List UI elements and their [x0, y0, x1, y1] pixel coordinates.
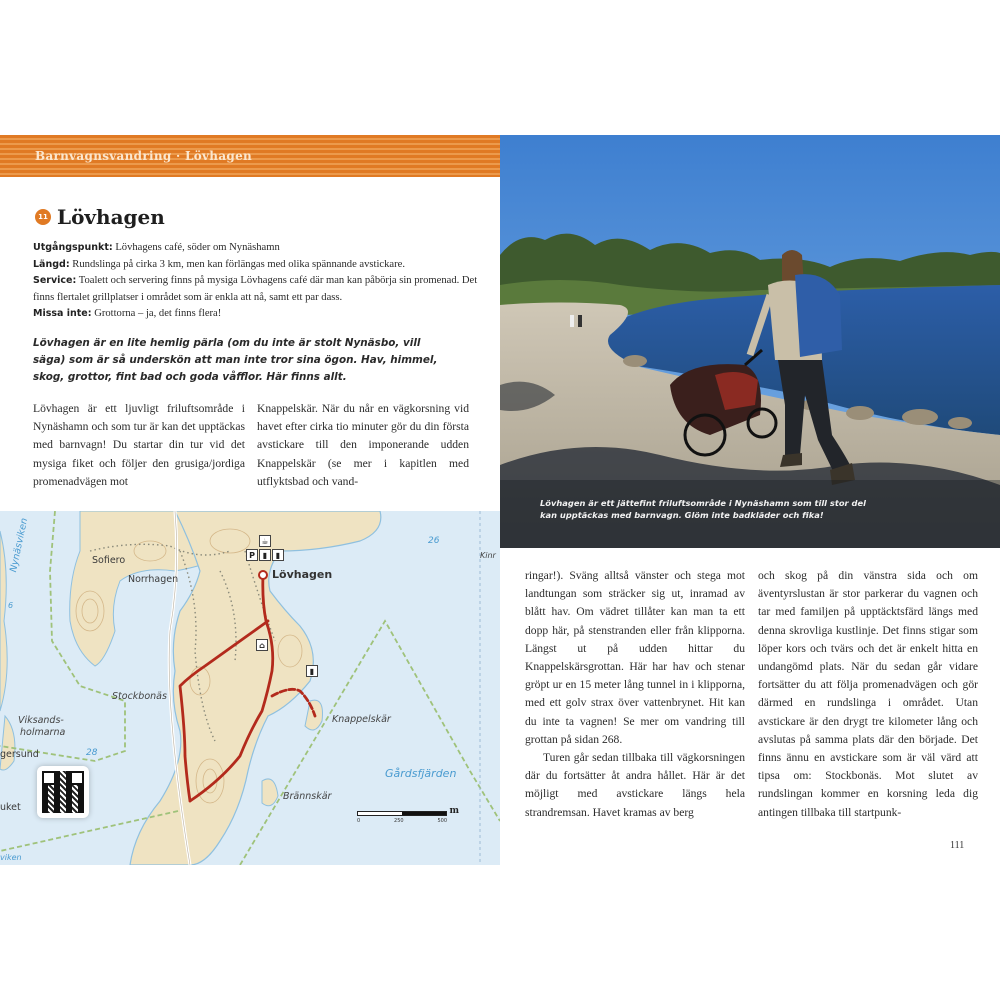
right-page	[500, 135, 1000, 865]
scale-bar-graphic	[357, 811, 447, 816]
map-label-norrhagen: Norrhagen	[128, 574, 179, 585]
fact-length	[33, 257, 493, 274]
body-text: Turen går sedan tillbaka till vägkorsningen där du fortsätter åt andra hållet. Här är det möjligt med avstickare längs hela strandremsan. Havet kramas av berg	[525, 751, 745, 819]
route-map	[0, 511, 500, 865]
fact-value: Lövhagens café, söder om Nynäshamn	[112, 242, 280, 253]
map-scale-bar	[357, 806, 459, 824]
page-title	[35, 205, 165, 229]
map-label-gardsfjarden: Gårdsfjärden	[385, 767, 457, 780]
route-number-badge: 11	[35, 209, 51, 225]
fact-value: Rundslinga på cirka 3 km, men kan förlängas med olika spännande avstickare.	[69, 258, 406, 270]
scale-unit: m	[449, 806, 459, 816]
tower-icon: ▮	[272, 549, 284, 561]
body-text: och skog på din vänstra sida och om äventyrslustan är stor parkerar du vagnen och tar med familjen på upptäcktsfärd längs med denna skrovliga kustlinje. Det finns stigar som löper kors och tvärs och det är enkelt hitta en undangömd plats. När du sedan går vidare fortsätter du att följa promenadvägen och gör därmed en rundslinga i området. Utan avstickare är den drygt tre kilometer lång och avslutas på samma plats där den började. Det finns ännu en avstickare som är väl värd att tipsa om: Stockbonäs. Mot slutet av rundslingan kommer en korsning leda dig antingen tillbaka till startpunk-	[758, 569, 978, 819]
map-label-stockbonas: Stockbonäs	[112, 691, 167, 702]
left-page	[0, 135, 500, 865]
fact-start-point	[33, 240, 493, 257]
map-label-kinr: Kinr	[480, 551, 496, 560]
fact-dont-miss	[33, 306, 493, 323]
body-text: ringar!). Sväng alltså vänster och stega mot landtungan som sträcker sig ut, inramad av blått hav. Om vädret tillåter kan man ta ett dopp här, på stenstranden eller från klipporna. Längst ut på udden hittar du Knappelskärsgrottan. Här har hav och stenar gröpt ur en 15 meter lång tunnel in i klipporna, med ett golv strax över vattenbrynet. Hit kan du inte ta vagnen! Se mer om vandring till grottan på sidan 268.	[525, 569, 745, 746]
body-text: Knappelskär. När du når en vägkorsning vid havet efter cirka tio minuter gör du din första avstickare till den imponerande udden Knappelskär (se mer i kapitlen med utflyktsbad och vand-	[257, 402, 469, 488]
book-spread	[0, 135, 1000, 865]
chapter-header-band	[0, 135, 500, 177]
photo-graphic	[500, 135, 1000, 548]
route-facts	[33, 240, 493, 323]
fact-label: Service:	[33, 275, 77, 286]
lead-paragraph: Lövhagen är en lite hemlig pärla (om du inte är stolt Nynäsbo, vill säga) som är så underskön att man inte tror sina ögon. Hav, himmel, skog, grottor, fint bad och goda våfflor. Här finns allt.	[33, 337, 438, 383]
fact-label: Längd:	[33, 258, 70, 270]
map-label-depth: 28	[86, 748, 98, 758]
map-label-uket: uket	[0, 802, 21, 813]
parking-icon: P	[246, 549, 258, 561]
scale-tick: 250	[394, 818, 404, 824]
scale-tick: 0	[357, 818, 361, 824]
map-label-depth: 6	[8, 601, 14, 610]
fact-service	[33, 273, 493, 306]
fact-label: Missa inte:	[33, 308, 92, 319]
map-label-sofiero: Sofiero	[92, 555, 126, 566]
body-column-4	[758, 567, 978, 822]
body-column-1	[33, 400, 245, 491]
scale-ticks	[357, 818, 447, 824]
hiker-photo	[500, 135, 1000, 548]
map-label-knappelskar: Knappelskär	[332, 714, 391, 725]
map-label-gersund: gersund	[0, 749, 39, 760]
chapter-header-label: Barnvagnsvandring · Lövhagen	[35, 149, 253, 163]
scale-tick: 500	[437, 818, 447, 824]
fact-value: Grottorna – ja, det finns flera!	[91, 308, 222, 319]
body-column-2	[257, 400, 469, 491]
map-label-nynasviken: Nynäsviken	[8, 517, 31, 574]
page-number: 111	[950, 840, 965, 851]
map-label-viken: viken	[0, 853, 22, 862]
body-text: Lövhagen är ett ljuvligt friluftsområde i Nynäshamn och som tur är kan det upptäckas med barnvagn! Du startar din tur vid det mysiga fiket och följer den grusiga/jordiga promenadvägen mot	[33, 402, 245, 488]
qr-code-pattern	[42, 771, 84, 813]
map-label-brannskar: Brännskär	[283, 791, 332, 802]
map-label-depth: 26	[428, 536, 440, 546]
fact-value: Toalett och servering finns på mysiga Lövhagens café där man kan påbörja sin promenad. Det finns flertalet grillplatser i området som är enkla att nå, samt ett par dass.	[33, 275, 478, 303]
route-title: Lövhagen	[57, 205, 165, 229]
cafe-icon: ☕	[259, 535, 271, 547]
photo-caption: Lövhagen är ett jättefint friluftsområde i Nynäshamn som till stor del kan upptäckas med barnvagn. Glöm inte badkläder och fika!	[540, 498, 866, 520]
shelter-icon: ⌂	[256, 639, 268, 651]
body-column-3	[525, 567, 745, 822]
toilet-icon: ▮	[259, 549, 271, 561]
tower-icon: ▮	[306, 665, 318, 677]
map-label-lovhagen: Lövhagen	[272, 568, 333, 581]
map-label-viksandsholmarna: Viksands-	[18, 715, 64, 726]
fact-label: Utgångspunkt:	[33, 242, 113, 253]
qr-code[interactable]	[37, 766, 89, 818]
map-label-viksandsholmarna-2: holmarna	[20, 727, 66, 738]
